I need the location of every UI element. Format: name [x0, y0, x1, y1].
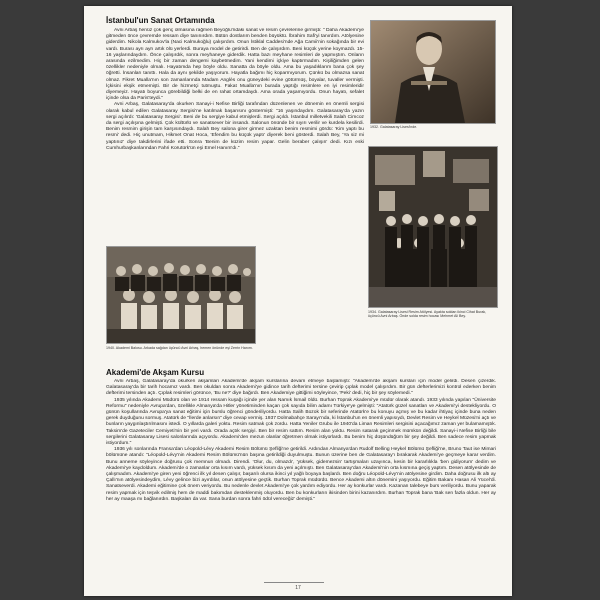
- section-body-istanbul: [106, 28, 364, 236]
- page-number: 17: [295, 585, 301, 591]
- book-page: [84, 6, 512, 596]
- portrait-caption: 1932. Galatasaray Lisesi'nde.: [370, 125, 418, 129]
- group-photo: [106, 246, 256, 344]
- section-heading-akademi: Akademi'de Akşam Kursu: [106, 368, 205, 377]
- paragraph: Avni Arbaş henüz çok genç olmasına rağmen Beyoğlu'ndaki sanat ve resim çevrelerine girmişti: " Daha Akademi'ye gitmeden önce çevremde ressam diye tanınırdım. Bütün dostlarım benden büyüktü. İbrahim Safi'yi tanırdım. Atölyesine giderdim. Nikola Kalmukov'la (Naci Kalmukoğlu) çalışırdım. Onun İstiklal Caddesi'nde Ağa Camii'nin sokağında bir evi vardı. Burası ayrı ayrı artık ölü yerlerdi. Buraya model de getirirdi. Ben de çalışırdım. Beni küçük yerine koymazdı. 15-16 yaşlarındaydım. Önce çalışırdık, sonra meyhaneye giderdik. Hatta bazı meyhane resimleri de yapmıştım. Onların arasında ezilmedim. Hiç bir zaman dengemi kaybetmedim. Yani kendimi içkiye kaptırmadım. Kişiliğimden gelen özellikler nedeniyle olmalı. Hayatımda hep böyle oldu. Sanatta da böyle oldu. Ama bu yaşadıklarım bana çok şey öğretti. İnsanları tanıttı. Hala da aynı şekilde yaşıyorum. Hayatla bağımı hiç koparmıyorum. Çünkü bu olmazsa sanat olmaz. Fikret Mualla'nın son zamanlarında Madam Anglès onu güneydeki evine götürmüş, boyalar, tuvaller vermişti. İçkisini ekşik etmemişti. Bir de hizmetçi tutmuştu. Fakat Mualla'nın burada yaptığı resimlere en iyi resimleridir diyemeyiz. Hayatı boyunca görebildiği belki de en rahat ortamdaydı. Ama orada yaşamıyordu. Onun hayatı, sefalet içinde olsa da Paris'teydi.": [106, 28, 364, 102]
- portrait-photo-image: [371, 21, 495, 123]
- paragraph: 1935 yılında Akademi Müdürü olan ve 1914 ressam kuşağı içinde yer alan Namık İsmail öldü. Burhan Toprak Akademi'ye müdür olarak atandı. 1933 yılında yapılan "Üniversite Reformu" nedeniyle Avrupa'dan, özellikle Almanya'da Hitler yönetiminden kaçan çok sayıda bilim adamı Türkiye'ye gelmişti: "Atatürk güzel sanatları ve Akademi'yi destekliyordu. O günün koşullarında Avrupa'ya sanat eğitimi için burslu öğrenci gönderiliyordu. Hatta Salih Bozok bir seferinde Atatürk'e bu konuyu açmış ve bu kadar ihtiyaç içinde buna neden gerek duyduğunu sormuş. Atatürk de "İlerde anlarsın" diye cevap vermiş. 1937 Dolmabahçe Sarayı'nda, ki İstanbul'un en önemli yapısıydı, Devlet Resim ve Heykel Müzesi'ni açtı ve bunların yaygınlaştırılmasını istedi. O yıllarda galeri yoktu. Resim satmak çok zordu. Hatta Yeniler Grubu ile 1940'da Liman Resimleri sergisini açacağımız zaman yer bulamamıştık. Taksim'de Gazeteciler Cemiyeti'nin bir yeri vardı. Orada açtık sergiyi. Ben bir resim sattım. Resim alan yoktu. Resim satarak geçinmek mümkün değildi. Sanayi-i Nefise Birliği bile sergilerini Galatasaray Lisesi salonlarında açıyordu. Akademi'den mezun olanlar öğretmen olmak istiyorlardı. Bu benim hiç düşündüğüm bir şey değildi. Ben sadece resim yapmak istiyordum.": [106, 397, 496, 447]
- section-body-akademi: [106, 379, 496, 575]
- class-photo-image: [369, 147, 497, 307]
- section-heading-istanbul: İstanbul'un Sanat Ortamında: [106, 16, 215, 25]
- page-number-rule: [264, 582, 324, 583]
- paragraph: 1936 yılı sonlarında Fransa'dan Léopold-Lévy Akademi Resim Bölümü Şefliği'ne getirildi. Ardından Almanya'dan Rudolf Belling Heykel Bölümü Şefliği'ne, Bruno Taut ise Mimari bölümüne atandı: "Léopold-Lévy'nin Akademi Resim Bölümü'nün başına getirildiği duyulmuştu. Bunun üzerine ben de Galatasaray'ı bırakarak Akademi'ye geçmeye karar verdim. Bunu anneme söyleyince doğrusu çok memnun olmadı. Direndi. 'Olur, du, olmazdı', 'yüksek, gidemezsin' tartışmaları uzayınca, kesin bir kararlılıkla 'ben gidiyorum' dedim ve Akademi'ye kaydoldum. Akademi'de o zamanlar orta kısım vardı, yüksek kısım da yeni açılmıştı. Ben Galatasaray'dan Akademi'nin orta kısmına geçiş yaptım. Desen atölyesinde de çalışmadım. Akademi'ye giren yeni öğrenci ilk yıl desen çalışır, başarılı olursa ikinci yıl yağlı boyaya başlardı. Ben doğru Léopold-Lévy'nin atölyesine girdim. Daha doğrusu ilk altı ay Çallı'nın atölyesindeydim, Lévy gelince bizi ayırdılar, onun atölyesine geçtik. Burhan Toprak müdürdü. Bence Akademi altın dönemini yaşıyordu. Eğitim Bakanı Hasan Ali Yücel'di. Sanatseverdi. Akademi eğitimine çok önem veriyordu. Bu nedenle devlet Akademi'ye çok yardım ediyordu. Her ay konkurlar vardı. Kazanan talebeye burs veriliyordu. Bunu yaparak resim yapmak için teşvik edilmiş hem de maddi bakımdan desteklenmiş oluyordu. Ben bu konkurların ikisinden birini kazanırdım. Burhan Toprak bana 'Bak sen fazla oldun. Her ay her ay maaşa mı bağlanırdın. Başkaları da var. Sana burdan sonra fahri ödül vereceğiz' demişti.": [106, 447, 496, 502]
- group-photo-image: [107, 247, 255, 343]
- paragraph: Avni Arbaş, Galatasaray'da okurken akşamları Akademi'de akşam kurslarına devam etmeye başlamıştı: "Akademi'de akşam kursları için model gelirdi. Desen çizerdik. Galatasaray'da bir tarih hocamız vardı. Ben okuldan sonra Akademi'ye gidince tarih defterimi tersine çevirip çıplak model çalışırdım. Bir gün defterlerimizi kontrol ederken benim defterimi tersinden açtı. Çıplak resimleri görünce, 'Bu ne?' diye bağırdı. Ben Akademiye gittiğimi söyleyince, 'Peki' dedi, hiç bir şey söylemedi.": [106, 379, 496, 397]
- class-photo-caption: 1934. Galatasaray Lisesi Resim Atölyesi. Ayakta soldan ikinci Cihat Burak, üçüncü Avni Arbaş. Önde solda resim hocası Mehmet Ali Bey.: [368, 310, 487, 319]
- group-photo-caption: 1940. Akademi Balosu. Arkada sağdan üçüncü Avni Arbaş, hemen önünde eşi Zerrin Hanım.: [106, 346, 253, 350]
- class-photo: [368, 146, 498, 308]
- paragraph: Avni Arbaş, Galatasaray'da okurken Sanayi-i Nefise Birliği tarafından düzenlenen ve dönemin en önemli sergisi olarak kabul edilen Galatasaray Sergisi'ne katılmak başarısını göstermişti: "16 yaşındaydım. Galatasaray'da yazın sergi açılırdı: 'Galatasaray Sergisi'. Beni de bu sergiye kabul etmişlerdi. Sergi açıldı. İstanbul milletvekili Salah Cimcoz da sergi açılışına gelmişti. Çok kültürlü ve sanatsever bir insandı. Salonun önünde bir sıyırı verilir ve kurdela kesilirdi. Benim resmim girişin tam karşısındaydı. Salah Bey salona girer girmez uzaktan benim resmimi gördü: 'Kim yaptı bu resmi' dedi. Hiç unutmam, Hikmet Onat Hoca, 'Efendim bu küçük yaptı' diyerek beni gösterdi. Salah Bey, 'Ya siz mi yaptınız' diye takdirlerini ifade etti. Sonra 'Benim de küzim resim yapar. Gelin beraber çalışın' dedi. Kızı eski Cumhurbaşkanlarından Fahri Korutürk'ün eşi Emel Hanım'dı.": [106, 102, 364, 151]
- portrait-photo: [370, 20, 496, 124]
